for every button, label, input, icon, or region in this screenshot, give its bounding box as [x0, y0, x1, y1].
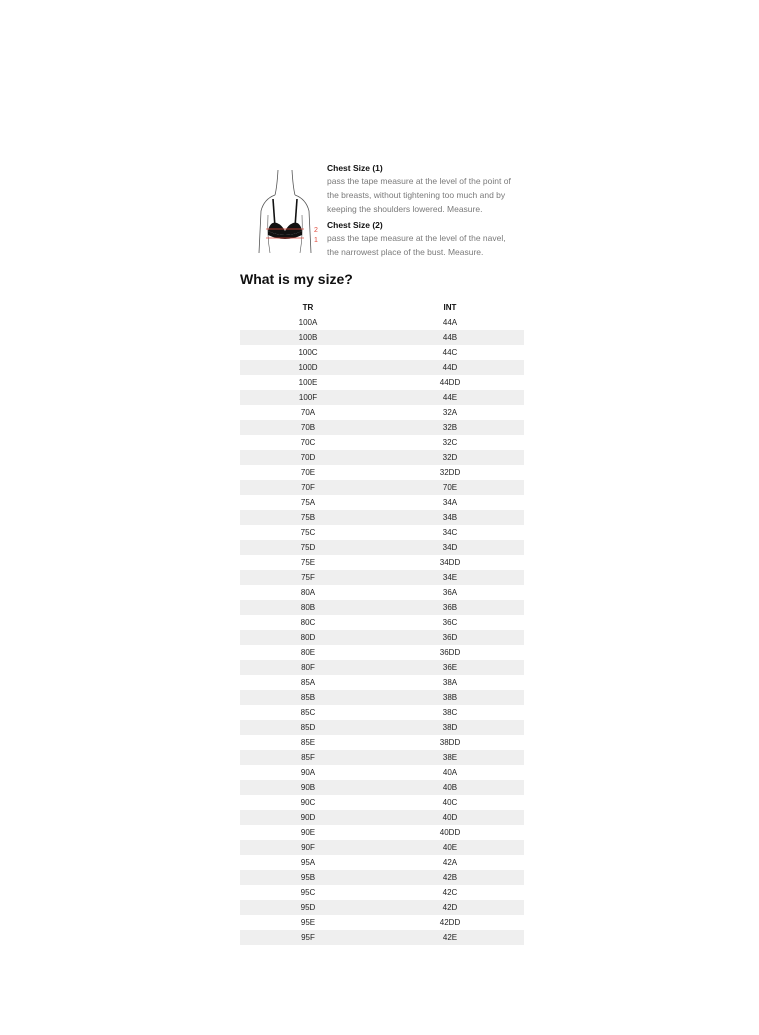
bra-measurement-figure [250, 165, 320, 255]
int-size-cell: 38E [442, 753, 458, 762]
table-row [240, 735, 524, 750]
chest-size-1-title: Chest Size (1) [327, 163, 383, 173]
table-row [240, 795, 524, 810]
int-size-cell: 32A [442, 408, 458, 417]
tr-size-cell: 85E [300, 738, 316, 747]
int-size-cell: 40C [442, 798, 458, 807]
int-size-cell: 42B [442, 873, 458, 882]
int-size-cell: 34B [442, 513, 458, 522]
tr-size-cell: 85B [300, 693, 316, 702]
text-line: pass the tape measure at the level of the point of [327, 176, 511, 186]
table-row [240, 675, 524, 690]
tr-size-cell: 100D [298, 363, 318, 372]
tr-size-cell: 75A [300, 498, 316, 507]
table-row [240, 645, 524, 660]
tr-size-cell: 70F [301, 483, 315, 492]
int-size-cell: 38D [442, 723, 458, 732]
table-row [240, 825, 524, 840]
tr-size-cell: 90E [300, 828, 316, 837]
table-row [240, 375, 524, 390]
int-size-cell: 38A [442, 678, 458, 687]
tr-size-cell: 85A [300, 678, 316, 687]
table-row [240, 915, 524, 930]
tr-size-cell: 70B [300, 423, 316, 432]
size-table [240, 300, 524, 945]
column-header-int: INT [443, 303, 457, 312]
int-size-cell: 42A [442, 858, 458, 867]
int-size-cell: 36A [442, 588, 458, 597]
int-size-cell: 34E [442, 573, 458, 582]
measurement-steps [327, 162, 532, 262]
table-row [240, 885, 524, 900]
int-size-cell: 38B [442, 693, 458, 702]
tr-size-cell: 85F [301, 753, 315, 762]
tr-size-cell: 100B [298, 333, 318, 342]
table-row [240, 405, 524, 420]
tr-size-cell: 80D [300, 633, 316, 642]
int-size-cell: 32DD [439, 468, 461, 477]
table-row [240, 495, 524, 510]
int-size-cell: 36DD [439, 648, 461, 657]
int-size-cell: 32C [442, 438, 458, 447]
tr-size-cell: 95A [300, 858, 316, 867]
tr-size-cell: 80E [300, 648, 316, 657]
table-row [240, 315, 524, 330]
table-row [240, 615, 524, 630]
text-line: the breasts, without tightening too much and by [327, 190, 506, 200]
int-size-cell: 34A [442, 498, 458, 507]
table-row [240, 780, 524, 795]
table-row [240, 705, 524, 720]
tr-size-cell: 70E [300, 468, 316, 477]
tr-size-cell: 70C [300, 438, 316, 447]
table-row [240, 870, 524, 885]
tr-size-cell: 85D [300, 723, 316, 732]
tr-size-cell: 95E [300, 918, 316, 927]
tr-size-cell: 80A [300, 588, 316, 597]
int-size-cell: 36C [442, 618, 458, 627]
int-size-cell: 32D [442, 453, 458, 462]
tr-size-cell: 75E [300, 558, 316, 567]
table-row [240, 435, 524, 450]
tr-size-cell: 90B [300, 783, 316, 792]
table-row [240, 840, 524, 855]
int-size-cell: 40D [442, 813, 458, 822]
tr-size-cell: 90F [301, 843, 315, 852]
table-row [240, 900, 524, 915]
table-row [240, 465, 524, 480]
tr-size-cell: 75F [301, 573, 315, 582]
table-row [240, 420, 524, 435]
table-row [240, 750, 524, 765]
int-size-cell: 38C [442, 708, 458, 717]
tr-size-cell: 100E [298, 378, 318, 387]
table-row [240, 450, 524, 465]
tr-size-cell: 80B [300, 603, 316, 612]
size-heading: What is my size? [240, 271, 353, 287]
table-row [240, 570, 524, 585]
table-header-row [240, 300, 524, 315]
table-row [240, 360, 524, 375]
tr-size-cell: 100C [298, 348, 318, 357]
tr-size-cell: 75C [300, 528, 316, 537]
tr-size-cell: 80C [300, 618, 316, 627]
measurement-guide [240, 160, 530, 260]
chest-size-2-title: Chest Size (2) [327, 220, 383, 230]
table-row [240, 630, 524, 645]
tr-size-cell: 95D [300, 903, 316, 912]
table-row [240, 660, 524, 675]
chest-size-2-text [327, 231, 532, 259]
table-row [240, 810, 524, 825]
table-row [240, 690, 524, 705]
int-size-cell: 40E [442, 843, 458, 852]
text-line: pass the tape measure at the level of the navel, [327, 233, 506, 243]
int-size-cell: 34C [442, 528, 458, 537]
int-size-cell: 42DD [439, 918, 461, 927]
chest-size-1-text [327, 174, 532, 216]
int-size-cell: 32B [442, 423, 458, 432]
table-row [240, 720, 524, 735]
int-size-cell: 36D [442, 633, 458, 642]
int-size-cell: 42D [442, 903, 458, 912]
tr-size-cell: 70A [300, 408, 316, 417]
table-row [240, 480, 524, 495]
table-row [240, 765, 524, 780]
int-size-cell: 44D [442, 363, 458, 372]
text-line: keeping the shoulders lowered. Measure. [327, 204, 483, 214]
column-header-tr: TR [302, 303, 314, 312]
int-size-cell: 44B [442, 333, 458, 342]
int-size-cell: 34D [442, 543, 458, 552]
tr-size-cell: 80F [301, 663, 315, 672]
tape-label-upper: 2 [314, 227, 318, 234]
tr-size-cell: 90C [300, 798, 316, 807]
table-row [240, 525, 524, 540]
int-size-cell: 44A [442, 318, 458, 327]
tr-size-cell: 85C [300, 708, 316, 717]
tr-size-cell: 95F [301, 933, 315, 942]
int-size-cell: 34DD [439, 558, 461, 567]
tr-size-cell: 75B [300, 513, 316, 522]
table-row [240, 510, 524, 525]
int-size-cell: 42C [442, 888, 458, 897]
table-row [240, 345, 524, 360]
table-row [240, 600, 524, 615]
tr-size-cell: 100A [298, 318, 318, 327]
tr-size-cell: 95B [300, 873, 316, 882]
tr-size-cell: 70D [300, 453, 316, 462]
int-size-cell: 36B [442, 603, 458, 612]
tr-size-cell: 95C [300, 888, 316, 897]
int-size-cell: 40B [442, 783, 458, 792]
int-size-cell: 38DD [439, 738, 461, 747]
tr-size-cell: 90A [300, 768, 316, 777]
table-row [240, 555, 524, 570]
tr-size-cell: 90D [300, 813, 316, 822]
table-row [240, 855, 524, 870]
size-rows [240, 315, 524, 945]
int-size-cell: 44E [442, 393, 458, 402]
table-row [240, 585, 524, 600]
tr-size-cell: 100F [298, 393, 318, 402]
int-size-cell: 42E [442, 933, 458, 942]
int-size-cell: 44DD [439, 378, 461, 387]
int-size-cell: 44C [442, 348, 458, 357]
table-row [240, 330, 524, 345]
table-row [240, 930, 524, 945]
tape-label-lower: 1 [314, 237, 318, 244]
table-row [240, 540, 524, 555]
tr-size-cell: 75D [300, 543, 316, 552]
int-size-cell: 40A [442, 768, 458, 777]
int-size-cell: 40DD [439, 828, 461, 837]
int-size-cell: 70E [442, 483, 458, 492]
table-row [240, 390, 524, 405]
int-size-cell: 36E [442, 663, 458, 672]
text-line: the narrowest place of the bust. Measure. [327, 247, 484, 257]
